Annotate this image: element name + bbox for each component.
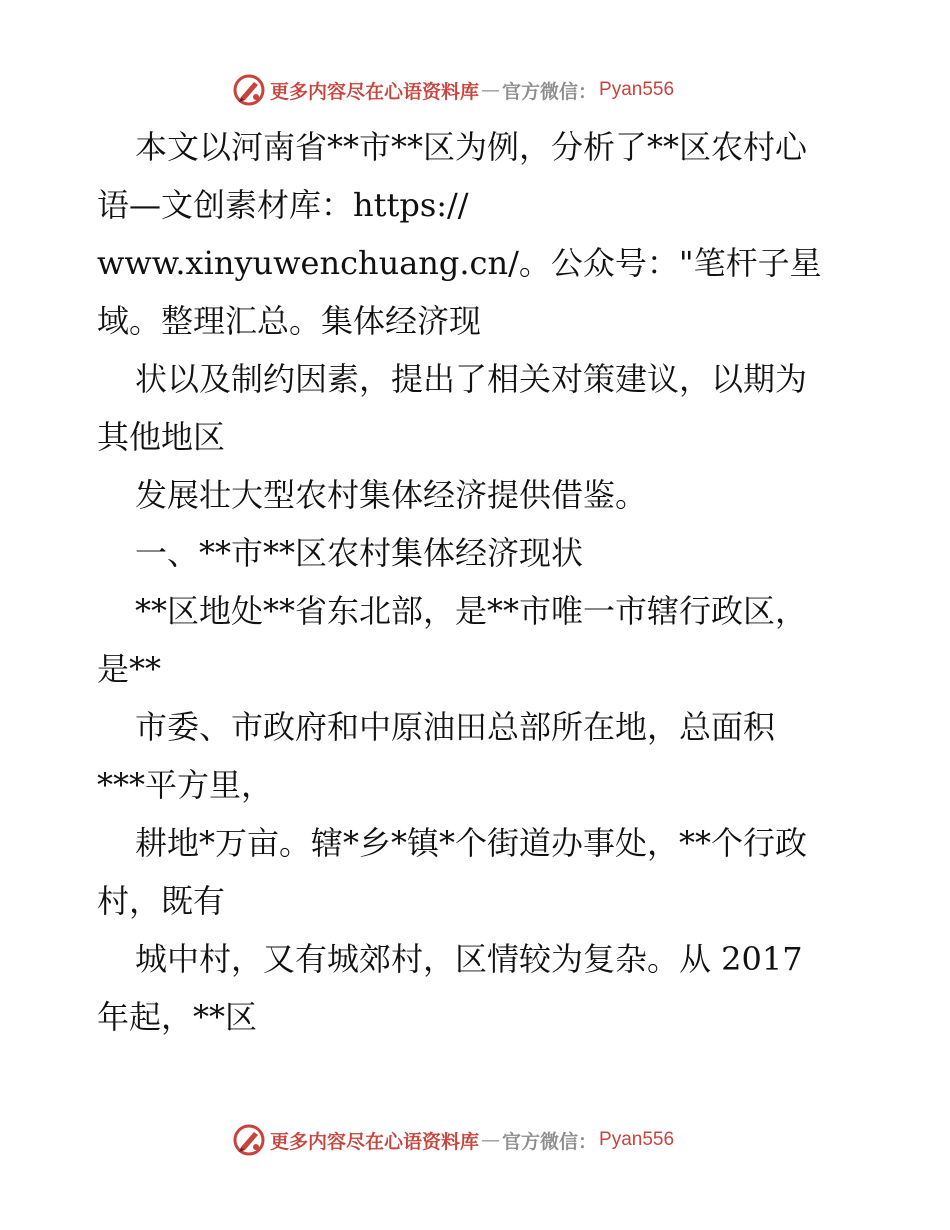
text-line-5: 状以及制约因素，提出了相关对策建议，以期为 [135,360,808,398]
banner-official-label: 官方微信： [502,80,598,103]
text-line-4: 域。整理汇总。集体经济现 [97,302,482,340]
text-line-3: www.xinyuwenchuang.cn/。公众号："笔杆子星 [97,244,822,282]
text-line-14: 村，既有 [97,882,226,920]
banner-official-label: 官方微信： [502,1130,598,1153]
text-line-1: 本文以河南省**市**区为例，分析了**区农村心 [135,128,808,166]
text-line-16: 年起，**区 [97,998,258,1036]
body-text [97,118,887,1046]
text-line-11: 市委、市政府和中原油田总部所在地，总面积 [135,708,776,746]
banner-dash: — [481,1129,501,1151]
banner-main-text: 更多内容尽在心语资料库 [270,80,480,103]
text-line-10: 是** [97,650,162,688]
text-line-7: 发展壮大型农村集体经济提供借鉴。 [135,476,648,514]
banner-wechat-id: Pyan556 [599,79,675,100]
banner-dash: — [481,79,501,101]
banner-wechat-id: Pyan556 [599,1129,675,1150]
text-line-9: **区地处**省东北部，是**市唯一市辖行政区， [135,592,808,630]
text-line-13: 耕地*万亩。辖*乡*镇*个街道办事处，**个行政 [135,824,808,862]
banner-main-text: 更多内容尽在心语资料库 [270,1130,480,1153]
text-line-2: 语—文创素材库：https:// [97,186,469,224]
text-line-12: ***平方里， [97,766,274,804]
text-line-15: 城中村，又有城郊村，区情较为复杂。从 2017 [135,940,803,978]
brand-logo-icon [232,73,266,107]
section-heading: 一、**市**区农村集体经济现状 [135,534,584,572]
text-line-6: 其他地区 [97,418,226,456]
brand-logo-icon [232,1123,266,1157]
footer-banner [232,1122,752,1158]
header-banner [232,72,752,108]
